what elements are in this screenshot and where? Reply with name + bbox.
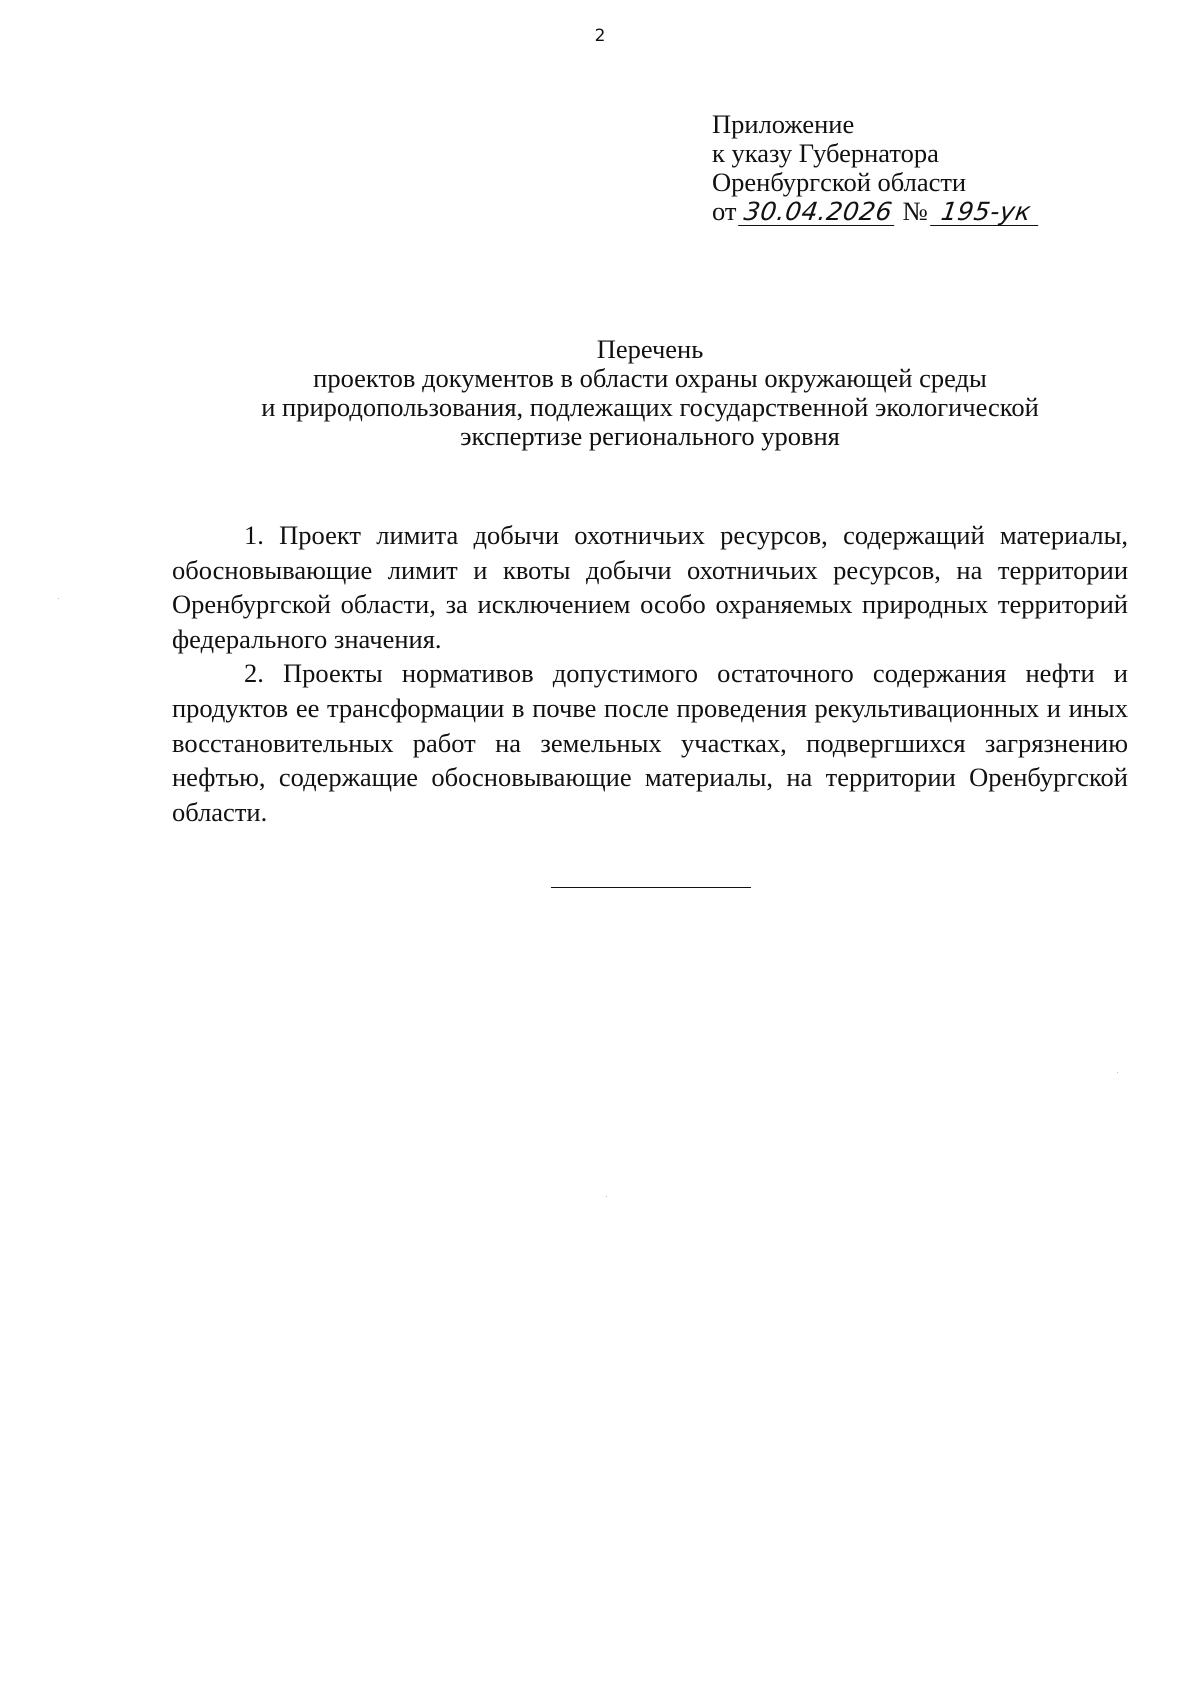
number-sign: № (902, 196, 928, 226)
list-item-1: 1. Проект лимита добычи охотничьих ресурсов, содержащий материалы, обосновывающие лимит и квоты добычи охотничьих ресурсов, на территории Оренбургской области, за исключением особо охраняемых природных территорий федерального значения. (172, 520, 1128, 654)
title-line-2: проектов документов в области охраны окружающей среды (313, 363, 987, 393)
scan-speck (606, 1196, 607, 1197)
handwritten-date: 30.04.2026 (739, 199, 899, 226)
handwritten-decree-number: 195-ук (930, 199, 1042, 226)
scan-speck (1117, 1072, 1118, 1073)
appendix-block (712, 110, 1152, 226)
title-line-1: Перечень (596, 334, 704, 364)
end-separator-line (551, 887, 751, 888)
document-body (172, 518, 1128, 829)
appendix-region: Оренбургской области (712, 167, 967, 197)
document-title (172, 335, 1128, 451)
title-line-4: экспертизе регионального уровня (460, 421, 840, 451)
date-prefix: от (712, 196, 737, 226)
title-line-3: и природопользования, подлежащих государственной экологической (261, 392, 1039, 422)
page-number: 2 (594, 26, 606, 46)
appendix-date-number-line (712, 197, 1152, 226)
appendix-title: Приложение (712, 109, 855, 139)
list-item-2: 2. Проекты нормативов допустимого остаточного содержания нефти и продуктов ее трансформации в почве после проведения рекультивационных и иных восстановительных работ на земельных участках, подвергшихся загрязнению нефтью, содержащие обосновывающие материалы, на территории Оренбургской области. (172, 658, 1128, 827)
scan-speck (58, 598, 59, 599)
appendix-decree-reference: к указу Губернатора (712, 138, 939, 168)
